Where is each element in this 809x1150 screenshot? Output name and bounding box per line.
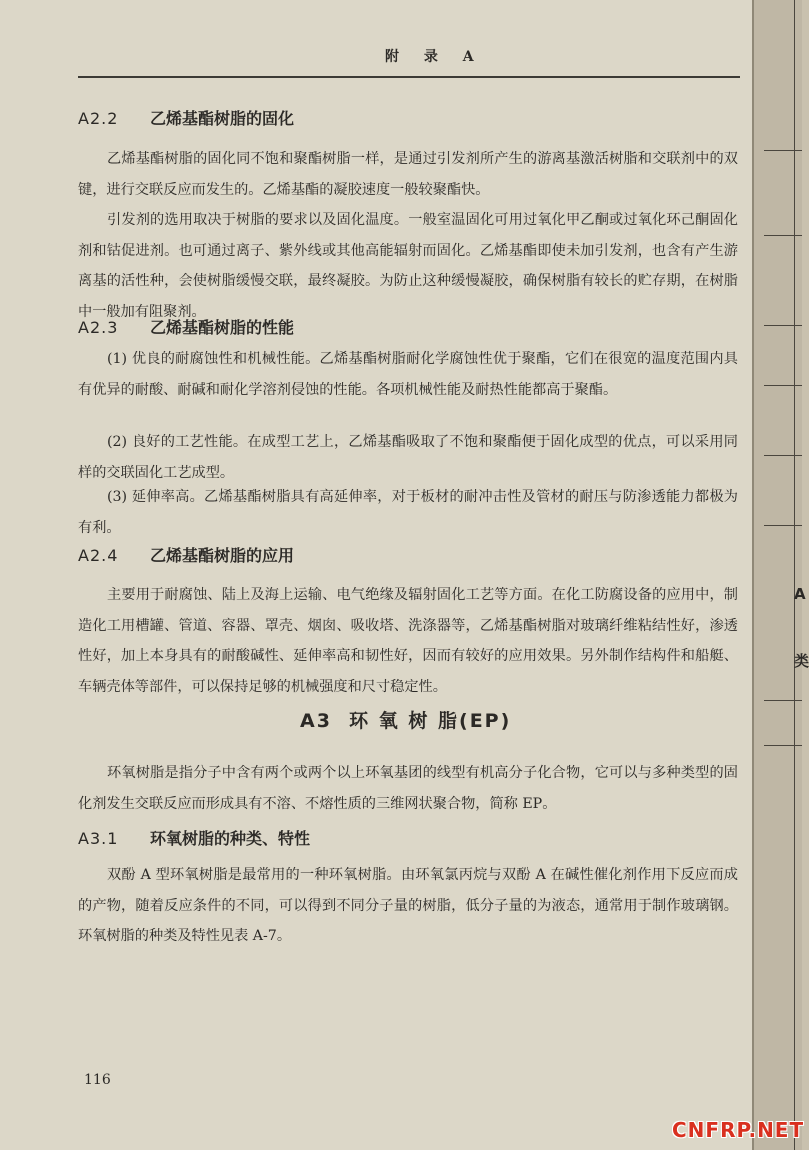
section-heading-a3-1: [78, 826, 310, 849]
table-rule: [764, 525, 802, 526]
chapter-number: A3: [300, 710, 332, 732]
section-number: A2.4: [78, 546, 119, 565]
table-rule: [764, 455, 802, 456]
section-number: A2.3: [78, 318, 119, 337]
table-rule: [764, 745, 802, 746]
table-rule: [764, 235, 802, 236]
section-title: 乙烯基酯树脂的固化: [150, 109, 295, 128]
section-title: 环氧树脂的种类、特性: [150, 829, 311, 848]
paragraph: 双酚 A 型环氧树脂是最常用的一种环氧树脂。由环氧氯丙烷与双酚 A 在碱性催化剂作用下反应而成的产物，随着反应条件的不同，可以得到不同分子量的树脂，低分子量的为液态，通常用于制作玻璃钢。环氧树脂的种类及特性见表 A-7。: [78, 867, 738, 944]
section-heading-a2-2: [78, 106, 294, 129]
paragraph: (3) 延伸率高。乙烯基酯树脂具有高延伸率，对于板材的耐冲击性及管材的耐压与防渗透能力都极为有利。: [78, 489, 738, 536]
paragraph: 乙烯基酯树脂的固化同不饱和聚酯树脂一样，是通过引发剂所产生的游离基激活树脂和交联剂中的双键，进行交联反应而发生的。乙烯基酯的凝胶速度一般较聚酯快。: [78, 151, 738, 198]
page-number: 116: [84, 1072, 111, 1088]
watermark-logo: CNFRP.NET: [672, 1118, 805, 1142]
chapter-heading-a3: [300, 706, 511, 733]
chapter-title: 环 氧 树 脂(EP): [349, 710, 512, 732]
section-heading-a2-3: [78, 315, 294, 338]
table-rule: [764, 385, 802, 386]
table-rule: [764, 325, 802, 326]
adjacent-page-edge: [752, 0, 809, 1150]
section-number: A2.2: [78, 109, 119, 128]
paragraph: 环氧树脂是指分子中含有两个或两个以上环氧基团的线型有机高分子化合物，它可以与多种类型的固化剂发生交联反应而形成具有不溶、不熔性质的三维网状聚合物，简称 EP。: [78, 765, 738, 812]
paragraph: (2) 良好的工艺性能。在成型工艺上，乙烯基酯吸取了不饱和聚酯便于固化成型的优点，可以采用同样的交联固化工艺成型。: [78, 434, 738, 481]
paragraph: 主要用于耐腐蚀、陆上及海上运输、电气绝缘及辐射固化工艺等方面。在化工防腐设备的应用中，制造化工用槽罐、管道、容器、罩壳、烟囱、吸收塔、洗涤器等，乙烯基酯树脂对玻璃纤维粘结性好，渗透性好，加上本身具有的耐酸碱性、延伸率高和韧性好，因而有较好的应用效果。另外制作结构件和船艇、车辆壳体等部件，可以保持足够的机械强度和尺寸稳定性。: [78, 587, 738, 695]
paragraph: (1) 优良的耐腐蚀性和机械性能。乙烯基酯树脂耐化学腐蚀性优于聚酯，它们在很宽的温度范围内具有优异的耐酸、耐碱和耐化学溶剂侵蚀的性能。各项机械性能及耐热性能都高于聚酯。: [78, 351, 738, 398]
adjacent-text-fragment: 类: [794, 652, 809, 670]
section-title: 乙烯基酯树脂的性能: [150, 318, 295, 337]
table-rule: [764, 150, 802, 151]
section-heading-a2-4: [78, 543, 294, 566]
table-border: [794, 0, 795, 1150]
header-rule: [78, 76, 740, 78]
adjacent-text-fragment: A: [794, 585, 806, 603]
running-header: 附 录 A: [385, 49, 484, 65]
section-title: 乙烯基酯树脂的应用: [150, 546, 295, 565]
paragraph: 引发剂的选用取决于树脂的要求以及固化温度。一般室温固化可用过氧化甲乙酮或过氧化环己酮固化剂和钴促进剂。也可通过离子、紫外线或其他高能辐射而固化。乙烯基酯即使未加引发剂，也含有产生游离基的活性种，会使树脂缓慢交联，最终凝胶。为防止这种缓慢凝胶，确保树脂有较长的贮存期，在树脂中一般加有阻聚剂。: [78, 212, 738, 320]
table-rule: [764, 700, 802, 701]
section-number: A3.1: [78, 829, 119, 848]
